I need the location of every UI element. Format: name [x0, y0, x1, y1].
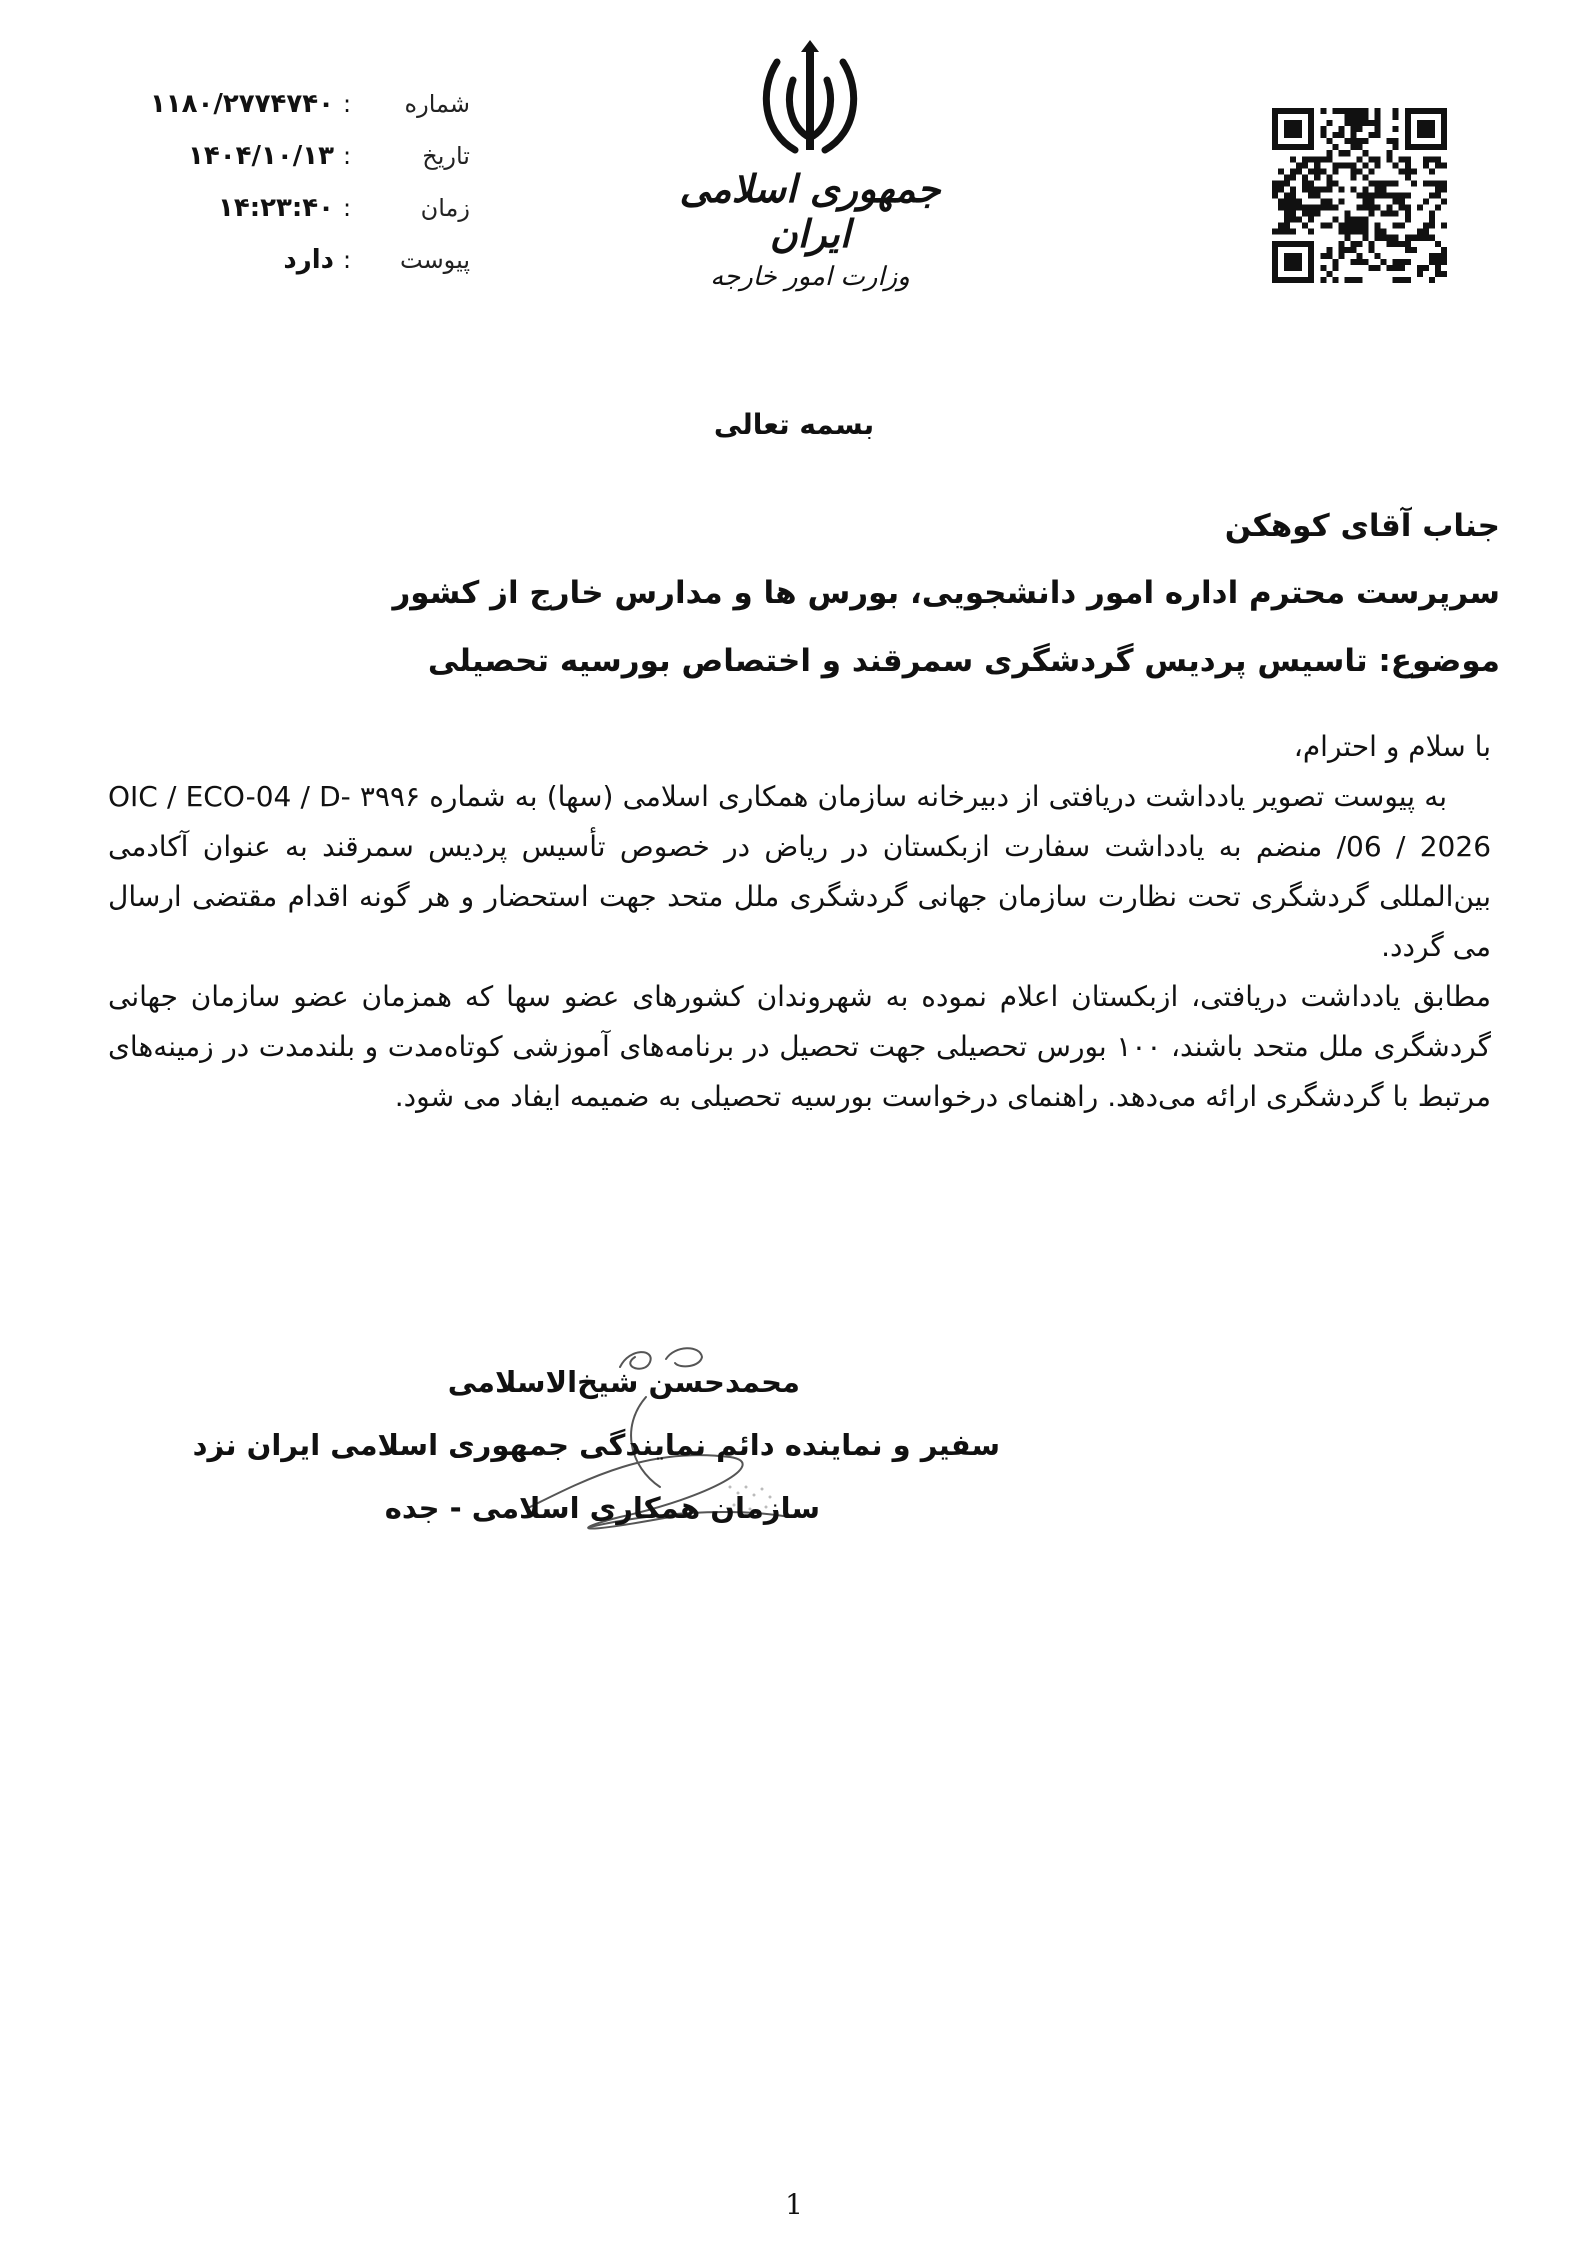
doc-heading: بسمه تعالی — [713, 408, 875, 441]
letter-body — [108, 722, 1491, 1122]
meta-colon: : — [342, 246, 352, 274]
attachment-label: پیوست — [400, 246, 470, 274]
signatory-name: محمدحسن شیخ‌الاسلامی — [447, 1365, 800, 1399]
meta-colon: : — [342, 90, 352, 118]
qr-code — [1272, 108, 1447, 283]
meta-colon: : — [342, 142, 352, 170]
emblem-icon — [755, 40, 865, 160]
letter-subject: موضوع: تاسیس پردیس گردشگری سمرقند و اختصاص بورسیه تحصیلی — [427, 643, 1500, 679]
attachment-value: دارد — [283, 245, 334, 275]
body-paragraph-2: مطابق یادداشت دریافتی، ازبکستان اعلام نموده به شهروندان کشورهای عضو سها که همزمان عضو سازمان جهانی گردشگری ملل متحد باشند، ۱۰۰ بورس تحصیلی جهت تحصیل در برنامه‌های آموزشی کوتاه‌مدت و بلندمدت در زمینه‌های مرتبط با گردشگری ارائه می‌دهد. راهنمای درخواست بورسیه تحصیلی به ضمیمه ایفاد می شود. — [108, 980, 1491, 1113]
number-value: ۱۱۸۰/۲۷۷۴۷۴۰ — [149, 89, 334, 119]
signatory-position: سفیر و نماینده دائم نمایندگی جمهوری اسلامی ایران نزد — [192, 1428, 1000, 1462]
time-label: زمان — [420, 194, 470, 222]
date-value: ۱۴۰۴/۱۰/۱۳ — [188, 141, 334, 171]
meta-number-row — [140, 78, 470, 130]
body-paragraph-1: به پیوست تصویر یادداشت دریافتی از دبیرخانه سازمان همکاری اسلامی (سها) به شماره ۳۹۹۶ OIC / ECO-04 / D-06 / 2026/ منضم به یادداشت سفارت ازبکستان در ریاض در خصوص تأسیس پردیس سمرقند به عنوان آکادمی بین‌المللی گردشگری تحت نظارت سازمان جهانی گردشگری ملل متحد جهت استحضار و هر گونه اقدام مقتضی ارسال می گردد. — [108, 780, 1492, 963]
ministry-logo — [660, 40, 960, 300]
signatory-organization: سازمان همکاری اسلامی - جده — [384, 1491, 820, 1525]
time-value: ۱۴:۲۳:۴۰ — [217, 193, 334, 223]
greeting: با سلام و احترام، — [1293, 730, 1491, 763]
number-label: شماره — [404, 90, 470, 118]
letter-meta — [140, 78, 470, 286]
page-number: 1 — [785, 2188, 803, 2221]
signature-block — [192, 1345, 1000, 1605]
meta-date-row — [140, 130, 470, 182]
date-label: تاریخ — [422, 142, 470, 170]
recipient-title: سرپرست محترم اداره امور دانشجویی، بورس ها و مدارس خارج از کشور — [392, 575, 1500, 611]
meta-attachment-row — [140, 234, 470, 286]
meta-colon: : — [342, 194, 352, 222]
meta-time-row — [140, 182, 470, 234]
logo-ministry-text: وزارت امور خارجه — [710, 262, 910, 292]
recipient-name: جناب آقای کوهکن — [1224, 508, 1500, 544]
logo-country-text: جمهوری اسلامی ایران — [679, 166, 941, 256]
